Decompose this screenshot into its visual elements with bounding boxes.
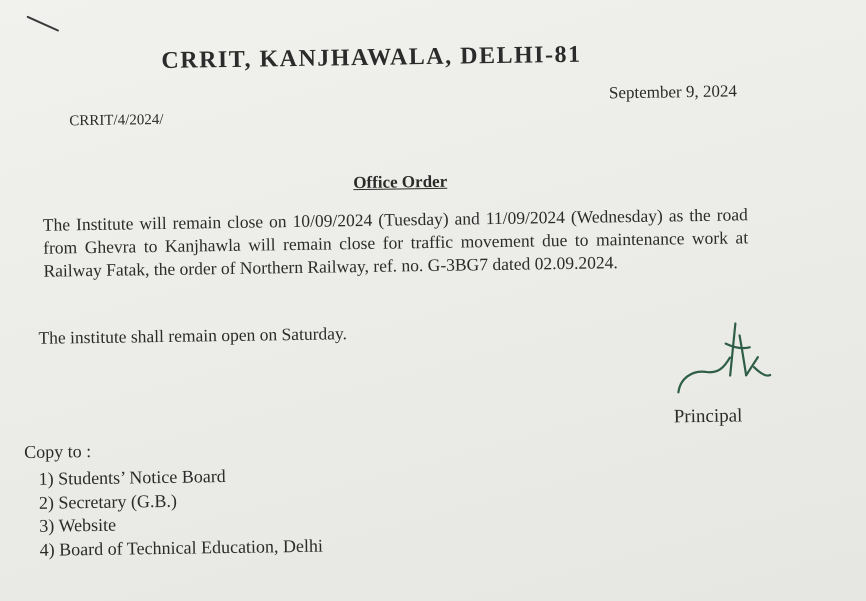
document-title: Office Order [353,171,448,193]
order-body: The Institute will remain close on 10/09/2024 (Tuesday) and 11/09/2024 (Wednesday) as the road from Ghevra to Kanjhawla will remain close for traffic movement due to maintenance work at Railway Fatak, the order of Northern Railway, ref. no. G-3BG7 dated 02.09.2024. [42,204,749,281]
signatory-title: Principal [673,405,743,428]
order-date: September 9, 2024 [608,81,738,103]
copy-to-label: Copy to : [24,441,92,463]
copy-to-item: 1) Students’ Notice Board [38,466,226,489]
copy-to-item: 2) Secretary (G.B.) [38,490,178,513]
copy-to-list [38,464,323,562]
handwritten-signature [665,317,776,409]
pen-stroke-mark [24,13,64,34]
reference-number: CRRIT/4/2024/ [69,111,164,130]
copy-to-item: 4) Board of Technical Education, Delhi [39,535,324,560]
institution-heading: CRRIT, KANJHAWALA, DELHI-81 [161,41,582,74]
copy-to-item: 3) Website [39,514,117,536]
saturday-note: The institute shall remain open on Saturday. [38,323,348,348]
